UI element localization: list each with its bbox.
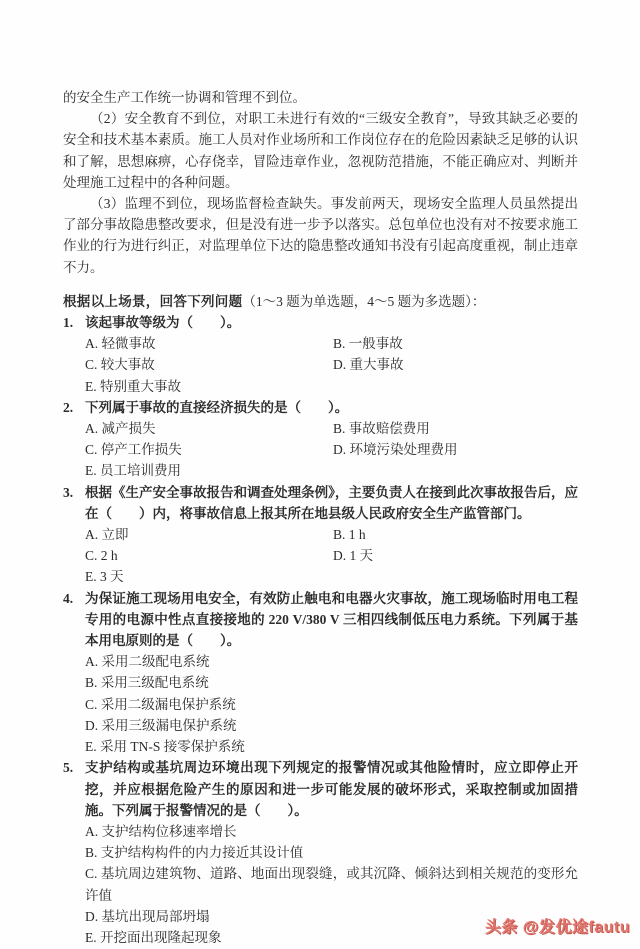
option-list bbox=[85, 418, 578, 482]
option-d: D. 1 天 bbox=[333, 548, 374, 564]
watermark-text: 头条 @发优途fautu bbox=[484, 919, 630, 936]
question-stem: 下列属于事故的直接经济损失的是（ ）。 bbox=[85, 399, 349, 415]
option-c: C. 较大事故 bbox=[85, 357, 155, 373]
option-a: A. 轻微事故 bbox=[85, 336, 156, 352]
option-a: A. 减产损失 bbox=[85, 421, 156, 437]
option-a: A. 立即 bbox=[85, 527, 129, 543]
question-number: 2. bbox=[63, 399, 74, 415]
question-body bbox=[85, 482, 578, 588]
page-content bbox=[63, 87, 578, 948]
paragraph-3: （3）监理不到位，现场监督检查缺失。事发前两天，现场安全监理人员虽然提出了部分事故隐患整改要求，但是没有进一步予以落实。总包单位也没有对不按要求施工作业的行为进行纠正，对监理单位下达的隐患整改通知书没有引起高度重视，制止违章不力。 bbox=[63, 196, 578, 275]
option-d: D. 基坑出现局部坍塌 bbox=[85, 908, 210, 924]
option-d: D. 环境污染处理费用 bbox=[333, 442, 458, 458]
question-stem: 为保证施工现场用电安全，有效防止触电和电器火灾事故，施工现场临时用电工程专用的电源中性点直接接地的 220 V/380 V 三相四线制低压电力系统。下列属于基本用电原则的是（ ）。 bbox=[85, 590, 578, 649]
question-stem: 支护结构或基坑周边环境出现下列规定的报警情况或其他险情时，应立即停止开挖，并应根据危险产生的原因和进一步可能发展的破坏形式，采取控制或加固措施。下列属于报警情况的是（ ）。 bbox=[85, 760, 578, 818]
option-e: E. 采用 TN-S 接零保护系统 bbox=[85, 739, 245, 755]
question-1 bbox=[63, 312, 578, 397]
question-stem: 该起事故等级为（ ）。 bbox=[85, 315, 241, 331]
option-c: C. 基坑周边建筑物、道路、地面出现裂缝，或其沉降、倾斜达到相关规范的变形允许值 bbox=[85, 866, 578, 903]
question-number: 5. bbox=[63, 760, 74, 776]
option-d: D. 采用三级漏电保护系统 bbox=[85, 717, 237, 733]
question-stem: 根据《生产安全事故报告和调查处理条例》，主要负责人在接到此次事故报告后，应在（ ）内，将事故信息上报其所在地县级人民政府安全生产监管部门。 bbox=[85, 484, 578, 521]
watermark bbox=[485, 914, 630, 937]
option-c: C. 2 h bbox=[85, 548, 118, 564]
option-c: C. 采用二级漏电保护系统 bbox=[85, 696, 236, 712]
paragraph-continuation: 的安全生产工作统一协调和管理不到位。 bbox=[63, 90, 306, 105]
option-c: C. 停产工作损失 bbox=[85, 442, 182, 458]
option-e: E. 特别重大事故 bbox=[85, 378, 181, 394]
option-list bbox=[85, 333, 578, 397]
option-b: B. 采用三级配电系统 bbox=[85, 675, 209, 691]
section-heading bbox=[63, 291, 578, 312]
option-b: B. 1 h bbox=[333, 527, 366, 543]
question-number: 4. bbox=[63, 590, 74, 606]
option-e: E. 3 天 bbox=[85, 569, 124, 585]
question-body bbox=[85, 397, 578, 482]
question-number: 3. bbox=[63, 484, 74, 500]
question-body bbox=[85, 312, 578, 397]
question-3 bbox=[63, 482, 578, 588]
question-2 bbox=[63, 397, 578, 482]
option-list bbox=[85, 651, 578, 757]
option-b: B. 事故赔偿费用 bbox=[333, 421, 430, 437]
paragraph-2: （2）安全教育不到位，对职工未进行有效的“三级安全教育”，导致其缺乏必要的安全和技术基本素质。施工人员对作业场所和工作岗位存在的危险因素缺乏足够的认识和了解，思想麻痹，心存侥幸，冒险违章作业，忽视防范措施，不能正确应对、判断并处理施工过程中的各种问题。 bbox=[63, 111, 578, 190]
option-a: A. 支护结构位移速率增长 bbox=[85, 823, 237, 839]
option-a: A. 采用二级配电系统 bbox=[85, 654, 210, 670]
section-heading-bold: 根据以上场景，回答下列问题 bbox=[63, 293, 243, 309]
option-e: E. 员工培训费用 bbox=[85, 463, 181, 479]
option-d: D. 重大事故 bbox=[333, 357, 404, 373]
option-e: E. 开挖面出现隆起现象 bbox=[85, 929, 222, 945]
question-number: 1. bbox=[63, 315, 74, 331]
option-b: B. 支护结构构件的内力接近其设计值 bbox=[85, 845, 304, 861]
section-heading-note: （1～3 题为单选题，4～5 题为多选题）： bbox=[242, 293, 486, 309]
option-b: B. 一般事故 bbox=[333, 336, 403, 352]
option-list bbox=[85, 524, 578, 588]
question-4 bbox=[63, 588, 578, 758]
question-body bbox=[85, 588, 578, 758]
